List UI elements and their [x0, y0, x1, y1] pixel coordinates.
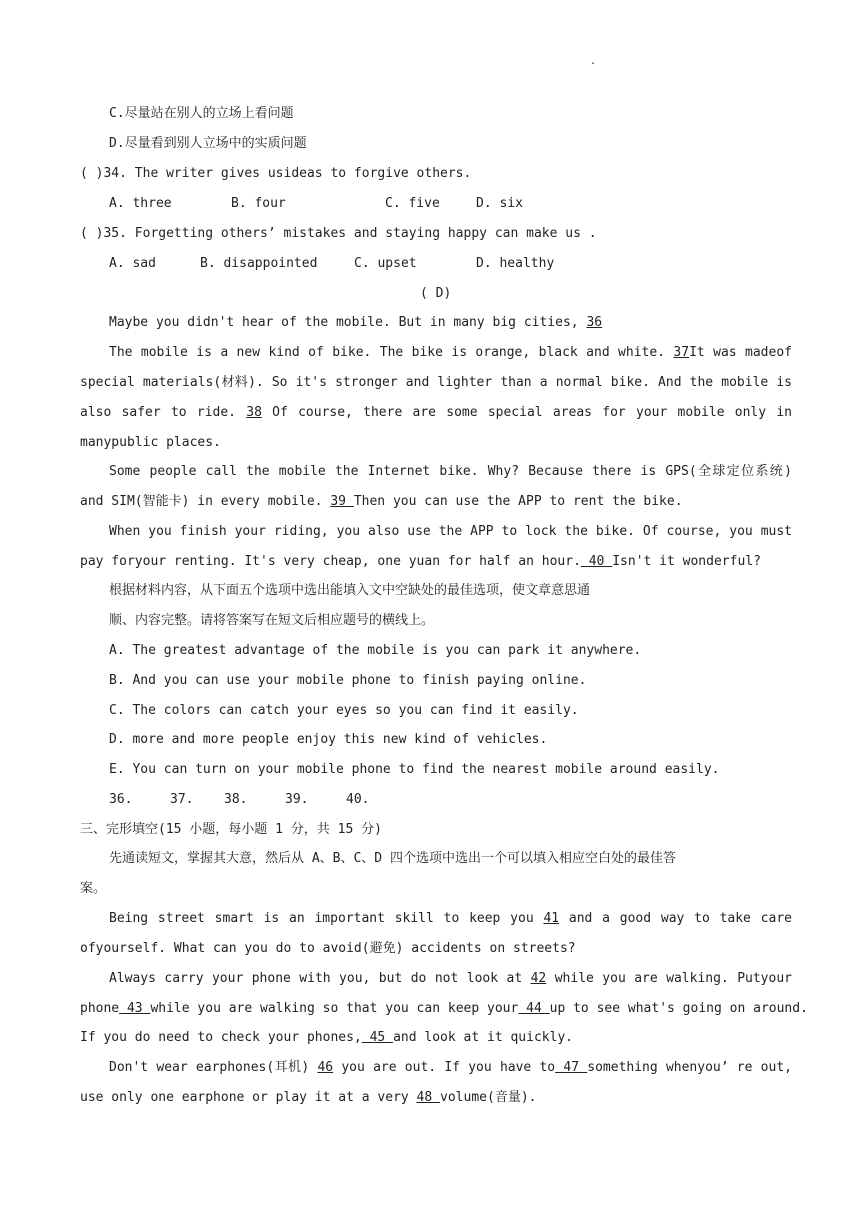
- answer-number-39: 39.: [285, 792, 309, 807]
- cloze-p1-line-2: ofyourself. What can you do to avoid(避免) accidents on streets?: [80, 941, 576, 956]
- choice-b: B. And you can use your mobile phone to finish paying online.: [109, 673, 587, 688]
- cloze-p1-line-1: Being street smart is an important skill to keep you 41 and a good way to take care: [109, 911, 792, 926]
- passage-d-p2-line-1: The mobile is a new kind of bike. The bike is orange, black and white. 37It was madeof: [109, 345, 792, 360]
- blank-45: 45: [361, 1030, 394, 1045]
- passage-d-p3-line-1: Some people call the mobile the Internet bike. Why? Because there is GPS(全球定位系统): [109, 464, 792, 479]
- cloze-p3-line-1: Don't wear earphones(耳机) 46 you are out. If you have to 47 something whenyou’ re out,: [109, 1060, 792, 1075]
- prev-option-c: C.尽量站在别人的立场上看问题: [109, 106, 294, 121]
- blank-41: 41: [543, 911, 560, 926]
- question-35-option-d: D. healthy: [476, 256, 555, 271]
- passage-d-p3-line-2: and SIM(智能卡) in every mobile. 39 Then you can use the APP to rent the bike.: [80, 494, 683, 509]
- blank-44: 44: [518, 1001, 550, 1016]
- passage-d-p4-line-2: pay foryour renting. It's very cheap, one yuan for half an hour. 40 Isn't it wonderful?: [80, 554, 761, 569]
- cloze-p2-line-1: Always carry your phone with you, but do not look at 42 while you are walking. Putyour: [109, 971, 792, 986]
- answer-number-38: 38.: [224, 792, 248, 807]
- question-34-option-b: B. four: [231, 196, 286, 211]
- question-34-stem: ( )34. The writer gives usideas to forgive others.: [80, 166, 472, 181]
- blank-40: 40: [580, 554, 613, 569]
- blank-38: 38: [246, 405, 262, 420]
- header-mark: .: [590, 56, 597, 67]
- passage-d-p2-line-2: special materials(材料). So it's stronger and lighter than a normal bike. And the mobile is: [80, 375, 792, 390]
- question-35-option-b: B. disappointed: [200, 256, 318, 271]
- passage-d-p4-line-1: When you finish your riding, you also use the APP to lock the bike. Of course, you must: [109, 524, 792, 539]
- cloze-p2-line-3: If you do need to check your phones, 45 and look at it quickly.: [80, 1030, 574, 1045]
- prev-option-d: D.尽量看到别人立场中的实质问题: [109, 136, 307, 151]
- blank-48: 48: [416, 1090, 441, 1105]
- section-d-label: ( D): [420, 286, 452, 301]
- section-3-instruction-line-1: 先通读短文，掌握其大意，然后从 A、B、C、D 四个选项中选出一个可以填入相应空白处的最佳答: [109, 851, 676, 866]
- choice-c: C. The colors can catch your eyes so you can find it easily.: [109, 703, 579, 718]
- question-35-option-a: A. sad: [109, 256, 156, 271]
- cloze-p2-line-2: phone 43 while you are walking so that you can keep your 44 up to see what's going on around.: [80, 1001, 808, 1016]
- answer-number-40: 40.: [346, 792, 370, 807]
- choice-e: E. You can turn on your mobile phone to find the nearest mobile around easily.: [109, 762, 720, 777]
- blank-36: 36: [586, 315, 603, 330]
- passage-d-paragraph-1: Maybe you didn't hear of the mobile. But in many big cities, 36: [109, 315, 603, 330]
- question-34-option-d: D. six: [476, 196, 523, 211]
- blank-43: 43: [119, 1001, 151, 1016]
- blank-47: 47: [555, 1060, 588, 1075]
- question-34-option-c: C. five: [385, 196, 440, 211]
- question-35-stem: ( )35. Forgetting others’ mistakes and staying happy can make us .: [80, 226, 597, 241]
- blank-46: 46: [317, 1060, 334, 1075]
- blank-37: 37: [673, 345, 690, 360]
- passage-d-p2-line-4: manypublic places.: [80, 435, 221, 450]
- cloze-p3-line-2: use only one earphone or play it at a very 48 volume(音量).: [80, 1090, 537, 1105]
- section-3-heading: 三、完形填空(15 小题，每小题 1 分，共 15 分): [80, 822, 382, 837]
- blank-39: 39: [330, 494, 354, 509]
- choice-d: D. more and more people enjoy this new kind of vehicles.: [109, 732, 548, 747]
- question-35-option-c: C. upset: [354, 256, 417, 271]
- section-3-instruction-line-2: 案。: [80, 881, 107, 896]
- answer-number-36: 36.: [109, 792, 133, 807]
- answer-number-37: 37.: [170, 792, 194, 807]
- instruction-line-2: 顺、内容完整。请将答案写在短文后相应题号的横线上。: [109, 613, 435, 628]
- instruction-line-1: 根据材料内容，从下面五个选项中选出能填入文中空缺处的最佳选项，使文章意思通: [109, 583, 591, 598]
- passage-d-p2-line-3: also safer to ride. 38 Of course, there are some special areas for your mobile only in: [80, 405, 792, 420]
- question-34-option-a: A. three: [109, 196, 172, 211]
- blank-42: 42: [530, 971, 547, 986]
- choice-a: A. The greatest advantage of the mobile is you can park it anywhere.: [109, 643, 642, 658]
